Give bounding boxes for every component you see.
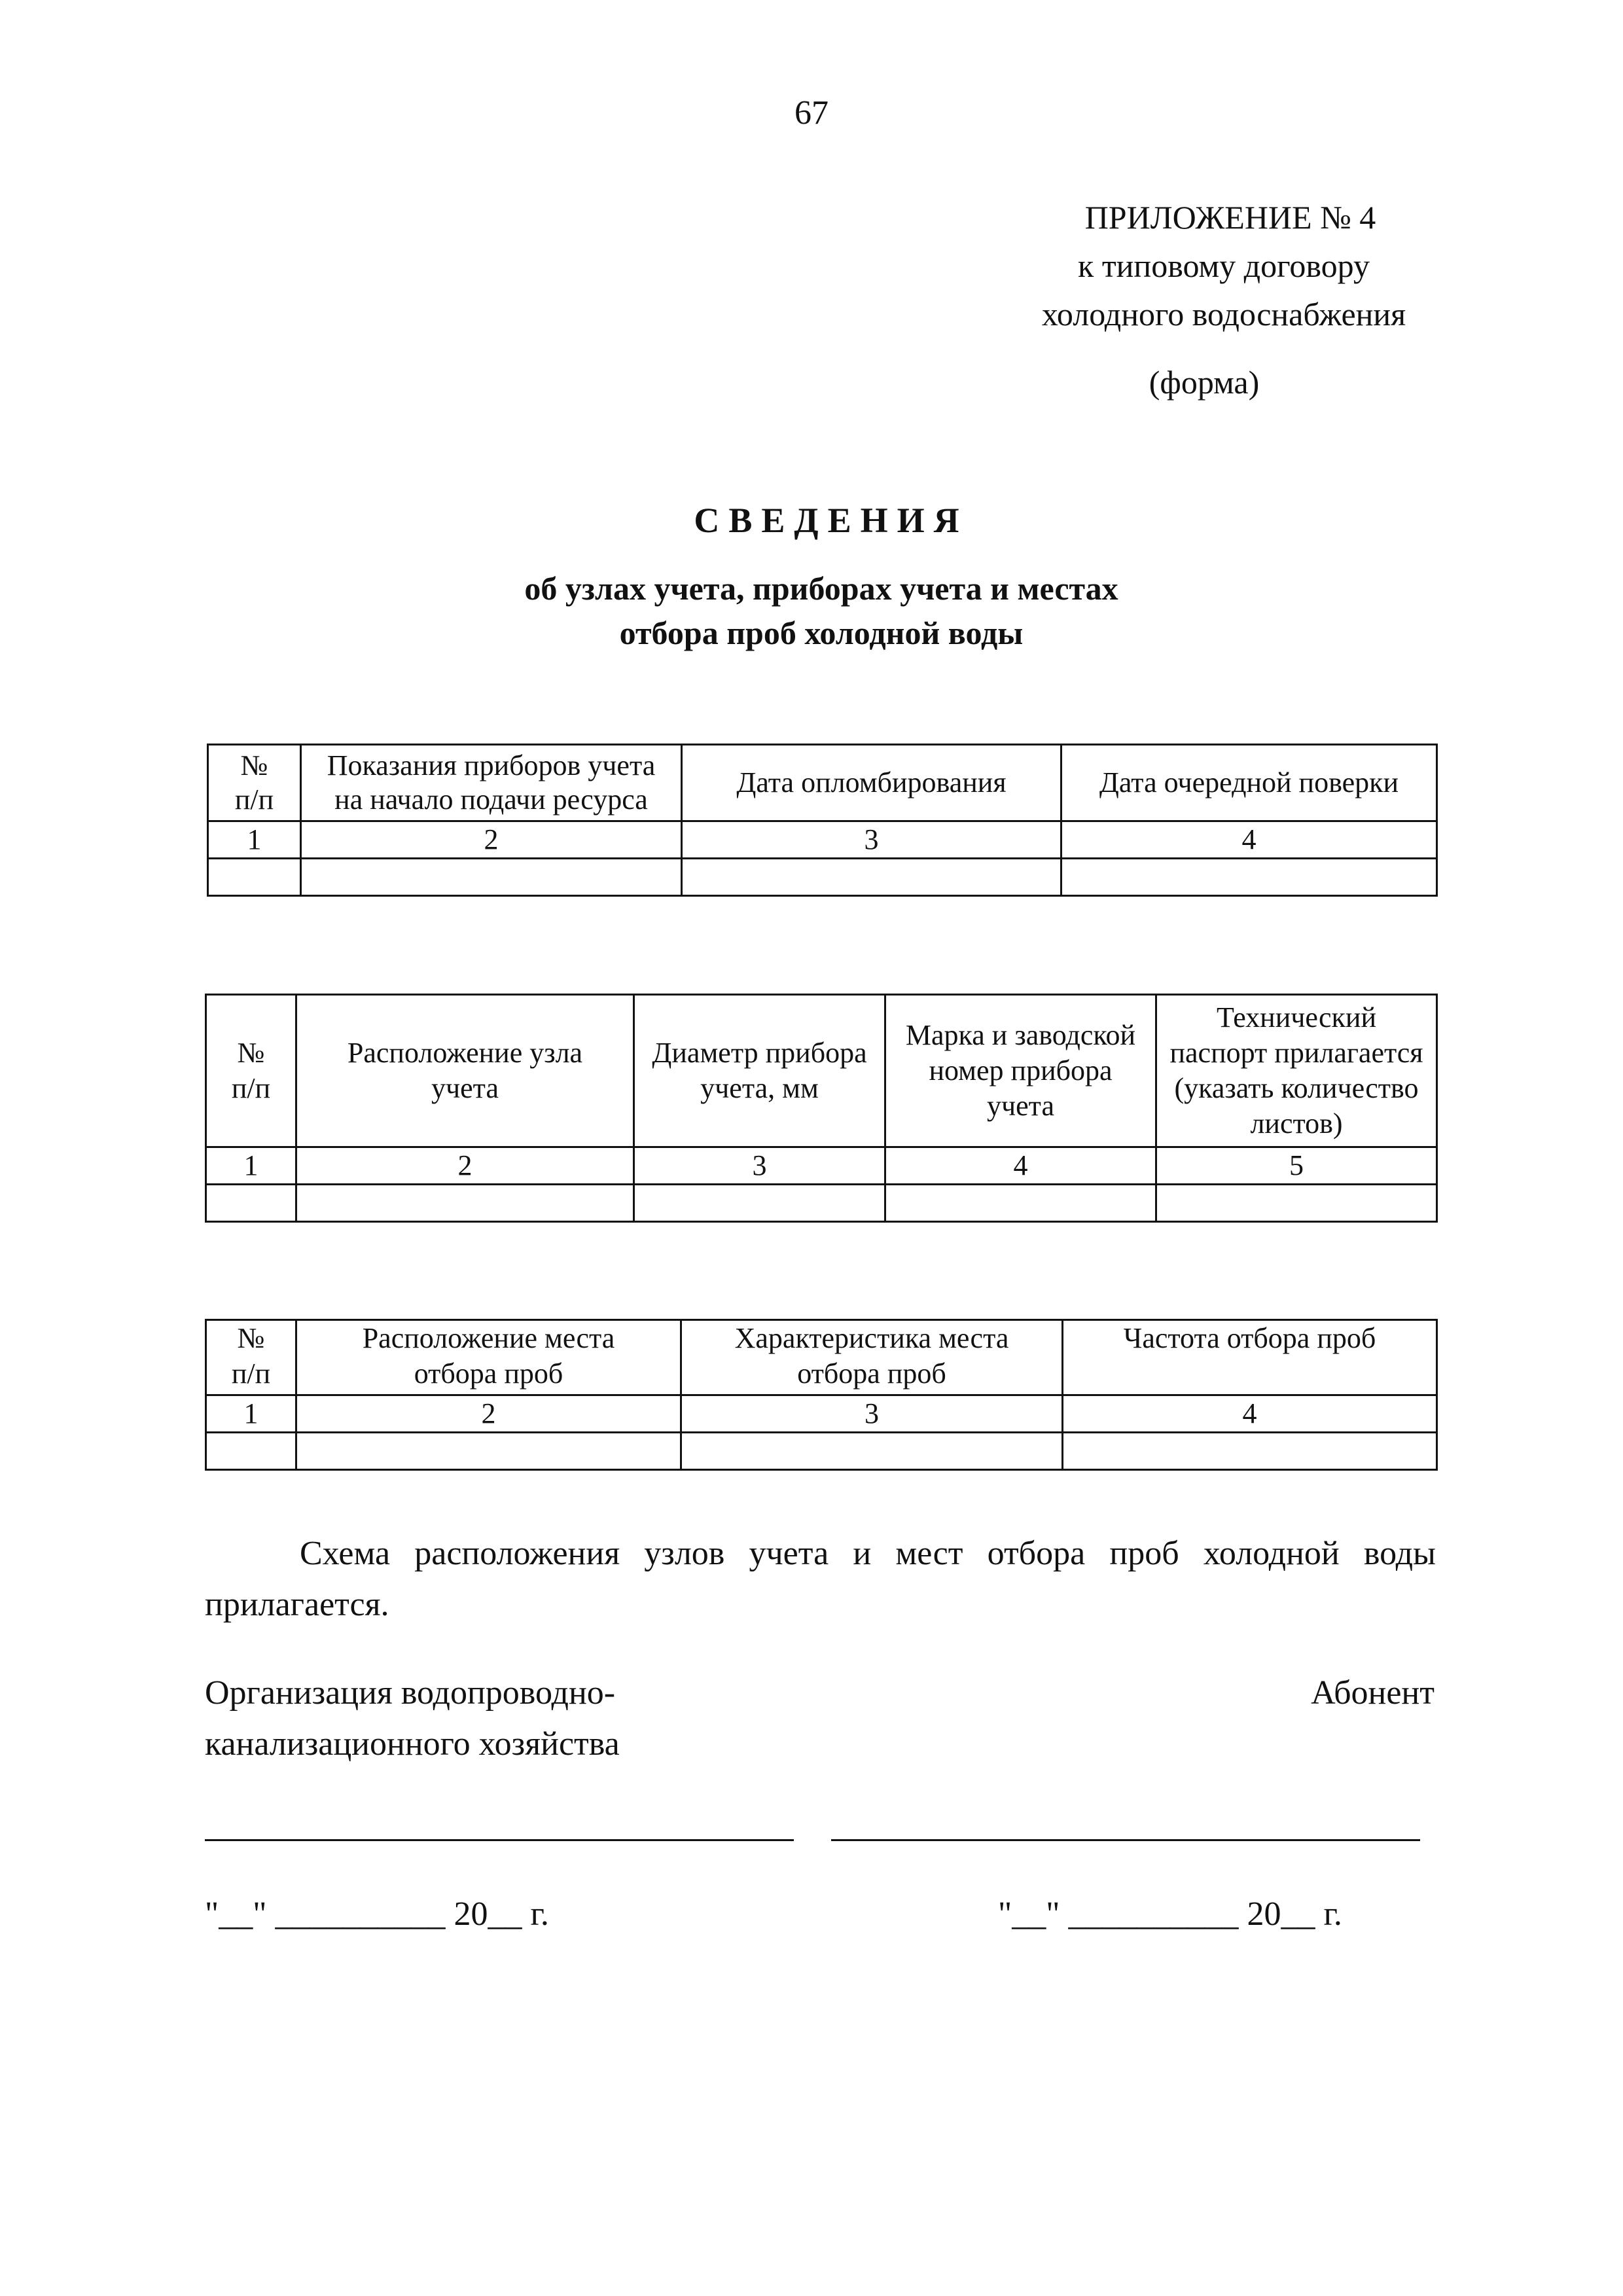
- header-cell-sampling-frequency: Частота отбора проб: [1063, 1320, 1437, 1395]
- subtitle-line1: об узлах учета, приборах учета и местах: [524, 570, 1118, 607]
- empty-cell[interactable]: [1156, 1185, 1437, 1222]
- column-number: 1: [206, 1395, 296, 1433]
- organization-label-line2: канализационного хозяйства: [205, 1725, 620, 1763]
- header-cell-meter-diameter: Диаметр прибора учета, мм: [634, 995, 885, 1147]
- empty-cell[interactable]: [1061, 859, 1437, 896]
- header-cell-number: № п/п: [206, 995, 296, 1147]
- scheme-note: Схема расположения узлов учета и мест отбора проб холодной воды прилагается.: [205, 1535, 1436, 1623]
- column-number: 1: [206, 1147, 296, 1185]
- document-subtitle: [0, 566, 1623, 655]
- column-number: 3: [681, 1395, 1063, 1433]
- table-row-empty: [208, 859, 1437, 896]
- header-cell-sampling-characteristics: Характеристика места отбора проб: [681, 1320, 1063, 1395]
- organization-label-line1: Организация водопроводно-: [205, 1674, 616, 1712]
- header-cell-sealing-date: Дата опломбирования: [682, 745, 1061, 821]
- header-cell-number: № п/п: [206, 1320, 296, 1395]
- column-number: 4: [885, 1147, 1156, 1185]
- column-number: 2: [301, 821, 682, 859]
- column-number: 2: [296, 1147, 634, 1185]
- appendix-reference-line2: холодного водоснабжения: [1041, 296, 1406, 332]
- sampling-points-table: [205, 1319, 1438, 1471]
- header-cell-verification-date: Дата очередной поверки: [1061, 745, 1437, 821]
- table-row-column-numbers: [206, 1395, 1437, 1433]
- empty-cell[interactable]: [296, 1185, 634, 1222]
- column-number: 4: [1063, 1395, 1437, 1433]
- organization-date-field[interactable]: "__" __________ 20__ г.: [205, 1895, 549, 1933]
- header-cell-technical-passport: Технический паспорт прилагается (указать количество листов): [1156, 995, 1437, 1147]
- empty-cell[interactable]: [301, 859, 682, 896]
- column-number: 1: [208, 821, 301, 859]
- organization-label: [205, 1668, 859, 1770]
- subtitle-line2: отбора проб холодной воды: [619, 615, 1024, 651]
- empty-cell[interactable]: [885, 1185, 1156, 1222]
- subscriber-signature-line[interactable]: [831, 1839, 1420, 1841]
- document-title: СВЕДЕНИЯ: [694, 501, 969, 540]
- table-header-row: [208, 745, 1437, 821]
- column-number: 2: [296, 1395, 681, 1433]
- table-row-column-numbers: [206, 1147, 1437, 1185]
- column-number: 4: [1061, 821, 1437, 859]
- empty-cell[interactable]: [681, 1433, 1063, 1470]
- empty-cell[interactable]: [682, 859, 1061, 896]
- table-row-empty: [206, 1185, 1437, 1222]
- header-cell-meter-model: Марка и заводской номер прибора учета: [885, 995, 1156, 1147]
- empty-cell[interactable]: [208, 859, 301, 896]
- empty-cell[interactable]: [206, 1433, 296, 1470]
- metering-units-table: [205, 994, 1438, 1223]
- appendix-header: [962, 193, 1486, 338]
- column-number: 5: [1156, 1147, 1437, 1185]
- header-cell-sampling-location: Расположение места отбора проб: [296, 1320, 681, 1395]
- form-note: (форма): [1149, 364, 1260, 401]
- header-cell-unit-location: Расположение узла учета: [296, 995, 634, 1147]
- organization-signature-line[interactable]: [205, 1839, 794, 1841]
- empty-cell[interactable]: [296, 1433, 681, 1470]
- empty-cell[interactable]: [1063, 1433, 1437, 1470]
- column-number: 3: [634, 1147, 885, 1185]
- column-number: 3: [682, 821, 1061, 859]
- empty-cell[interactable]: [206, 1185, 296, 1222]
- table-header-row: [206, 1320, 1437, 1395]
- appendix-reference-line1: к типовому договору: [1078, 247, 1370, 284]
- meter-readings-table: [207, 744, 1438, 897]
- header-cell-readings: Показания приборов учета на начало подачи ресурса: [301, 745, 682, 821]
- table-row-empty: [206, 1433, 1437, 1470]
- empty-cell[interactable]: [634, 1185, 885, 1222]
- header-cell-number: № п/п: [208, 745, 301, 821]
- page-number: 67: [794, 94, 829, 132]
- subscriber-label: Абонент: [1311, 1674, 1435, 1712]
- table-header-row: [206, 995, 1437, 1147]
- table-row-column-numbers: [208, 821, 1437, 859]
- appendix-number: ПРИЛОЖЕНИЕ № 4: [1084, 199, 1376, 236]
- subscriber-date-field[interactable]: "__" __________ 20__ г.: [998, 1895, 1342, 1933]
